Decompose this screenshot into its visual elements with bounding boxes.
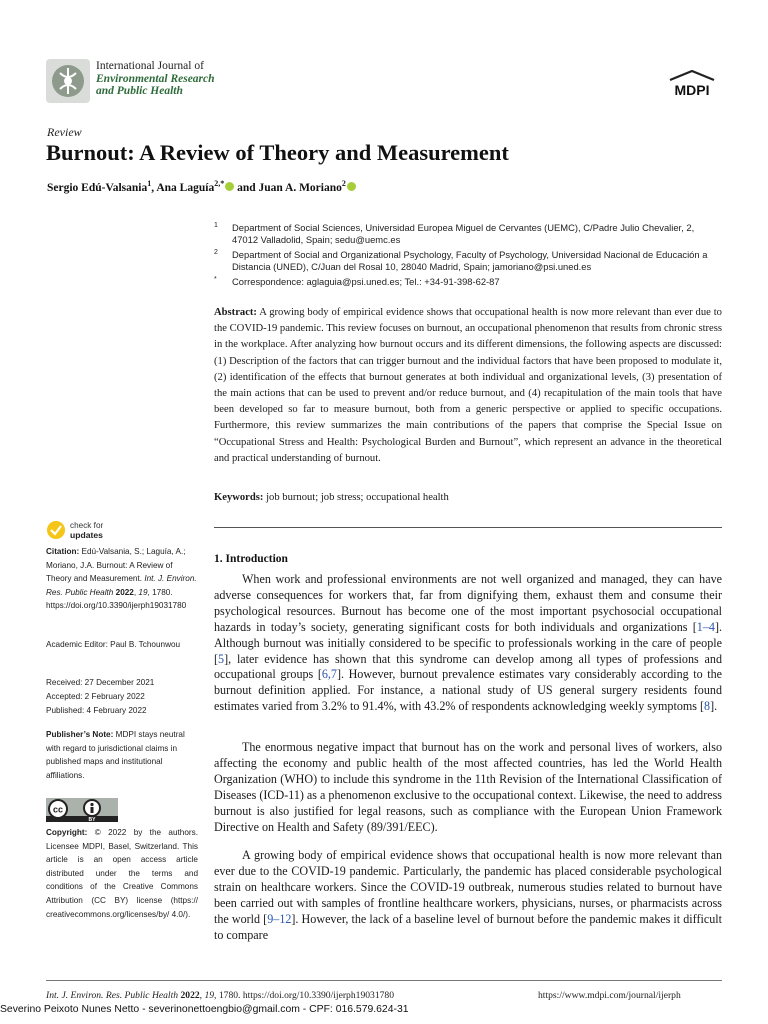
footer-journal-url[interactable]: https://www.mdpi.com/journal/ijerph [538,990,681,1001]
cc-by-label: BY [88,817,96,822]
citation-block: Citation: Edú-Valsania, S.; Laguía, A.; Moriano, J.A. Burnout: A Review of Theory and Measurement. Int. J. Environ. Res. Public Health 2022, 19, 1780. https://doi.org/10.3390/ijerph19031780 [46,547,197,611]
svg-text:cc: cc [52,804,64,815]
check-for-label: check for [70,521,104,530]
abstract-text: A growing body of empirical evidence shows that occupational health is now more relevant than ever due to the COVID-19 pandemic. This review focuses on burnout, an occupational phenomenon that results from chronic stress in the workplace. After analyzing how burnout occurs and its different dimensions, the following aspects are discussed: (1) Description of the factors that can trigger burnout and the individual factors that have been proposed to modulate it, (2) identification of the effects that burnout generates at both individual and organizational levels, (3) presentation of the main actions that can be used to prevent and/or reduce burnout, and (4) recapitulation of the main tools that have been developed so far to measure burnout, both from a generic perspective or applied to specific occupations. Furthermore, this review summarizes the main contributions of the papers that comprise the Special Issue on “Occupational Stress and Health: Psychological Burden and Burnout”, which represent an advance in the theoretical and practical understanding of burnout. [214,307,722,464]
affiliation-number: * [214,276,217,283]
publisher-note-text: MDPI stays neutral with regard to jurisdictional claims in published maps and institutional affiliations. [46,730,185,780]
abstract [214,305,722,467]
reference-link[interactable]: 8 [704,699,711,714]
footer-doi-link[interactable]: , 1780. https://doi.org/10.3390/ijerph19031780 [214,990,395,1001]
footer-citation: Int. J. Environ. Res. Public Health 2022, 19, 1780. https://doi.org/10.3390/ijerph19031780 [46,990,395,1001]
publisher-note [46,728,198,782]
orcid-icon[interactable] [225,182,234,191]
copyright-label: Copyright: [46,828,88,837]
author-name[interactable]: and Juan A. Moriano [237,181,342,194]
keywords-label: Keywords: [214,492,264,503]
citation-volume: 19 [138,587,148,597]
publisher-note-label: Publisher’s Note: [46,730,114,739]
reference-link[interactable]: 5 [218,651,225,666]
orcid-icon[interactable] [347,182,356,191]
citation-year: 2022 [115,587,134,597]
body-paragraph: When work and professional environments are not well organized and managed, they can have adverse consequences for workers that, far from dignifying them, exhaust them and consume their psychological resources. Burnout has become one of the most important psychosocial occupational hazards in today’s society, generating significant costs for both individuals and organizations [1–4]. Although burnout was initially considered to be specific to professionals working in the care of people [5], later evidence has shown that this syndrome can develop among all types of professions and occupational groups [6,7]. However, burnout prevalence estimates vary considerably according to the burnout definition applied. For instance, a national study of US general surgery residents found estimates varied from 3.2% to 91.4%, with 43.2% of respondents acknowledging weekly symptoms [8]. [214,572,722,714]
citation-journal: Int. J. Environ. Res. Public Health [46,574,197,597]
body-paragraph: The enormous negative impact that burnout has on the work and personal lives of workers, also affecting the economy and public health of the most affected countries, has led the World Health Organization (WHO) to include this syndrome in the 11th Revision of the International Classification of Diseases (ICD-11) as a phenomenon exclusive to the occupational context. Likewise, the need to address burnout is also justified for legal reasons, such as compliance with the European Union Framework Directive on Health and Safety (89/391/EEC). [214,740,723,834]
author-separator: , [151,181,155,194]
author-name[interactable]: Sergio Edú-Valsania [47,181,148,194]
affiliation-text: Department of Social and Organizational Psychology, Faculty of Psychology, Universidad Nacional de Educación a Distancia (UNED), C/Juan del Rosal 10, 28040 Madrid, Spain; jamoriano@psi.uned.es [232,249,708,272]
body-paragraph: A growing body of empirical evidence shows that occupational health is now more relevant than ever due to the COVID-19 pandemic. Particularly, the pandemic has placed considerable psychological strain on healthcare workers. Since the COVID-19 outbreak, numerous studies related to burnout have been carried out with samples of frontline healthcare workers, physicians, nurses, or pharmacists across the world [9–12]. However, the lack of a baseline level of burnout before the pandemic makes it difficult to compare [214,848,722,942]
author-list [47,179,356,194]
author-affiliation-mark: 2,* [214,179,225,188]
citation-label: Citation: [46,547,80,556]
mdpi-logo-text: MDPI [674,82,710,98]
section-heading: 1. Introduction [214,553,288,565]
academic-editor: Academic Editor: Paul B. Tchounwou [46,640,181,649]
journal-logo-icon [46,59,90,103]
divider [214,527,722,528]
page-title: Burnout: A Review of Theory and Measurement [46,140,509,165]
journal-name [96,60,215,98]
keywords [214,492,722,503]
copyright-text: © 2022 by the authors. Licensee MDPI, Basel, Switzerland. This article is an open access article distributed under the terms and conditions of the Creative Commons Attribution (CC BY) license (https:// creativecommons.org/licenses/by/ 4.0/). [46,828,198,919]
citation-text: Edú-Valsania, S.; Laguía, A.; Moriano, J.A. Burnout: A Review of Theory and Measurement. [46,547,186,584]
affiliation-item [214,222,722,246]
affiliation-number: 1 [214,222,218,229]
reference-link[interactable]: 6,7 [321,667,337,682]
crossmark-icon [47,521,65,539]
keywords-text: job burnout; job stress; occupational health [266,492,449,503]
check-for-updates-badge[interactable] [46,518,126,542]
journal-name-line1: International Journal of [96,60,204,72]
article-type: Review [47,125,82,139]
affiliation-item [214,276,722,288]
journal-name-line2: Environmental Research [96,72,215,85]
affiliation-number: 2 [214,249,218,256]
reference-link[interactable]: 9–12 [267,911,292,926]
footer-divider [46,980,722,981]
accepted-date: Accepted: 2 February 2022 [46,692,145,701]
affiliation-item [214,249,722,273]
copyright-block [46,826,198,921]
author-affiliation-mark: 2 [341,179,346,188]
author-affiliation-mark: 1 [147,179,152,188]
cc-by-license-icon[interactable] [46,798,118,822]
journal-name-line3: and Public Health [96,85,183,97]
updates-label: updates [70,530,103,540]
reference-link[interactable]: 1–4 [696,619,715,634]
citation-doi[interactable]: , 1780. https://doi.org/10.3390/ijerph19031780 [46,587,187,611]
affiliation-text: Department of Social Sciences, Universidad Europea Miguel de Cervantes (UEMC), C/Padre Julio Chevalier, 2, 47012 Valladolid, Spain; sedu@uemc.es [232,222,695,245]
mdpi-logo [664,70,720,100]
author-name[interactable]: Ana Laguía [156,181,215,194]
received-date: Received: 27 December 2021 [46,678,155,687]
published-date: Published: 4 February 2022 [46,706,147,715]
abstract-label: Abstract: [214,307,257,318]
correspondence-text: Correspondence: aglaguia@psi.uned.es; Tel.: +34-91-398-62-87 [232,276,500,287]
download-watermark: Severino Peixoto Nunes Netto - severinonettoengbio@gmail.com - CPF: 016.579.624-31 [0,1004,409,1015]
